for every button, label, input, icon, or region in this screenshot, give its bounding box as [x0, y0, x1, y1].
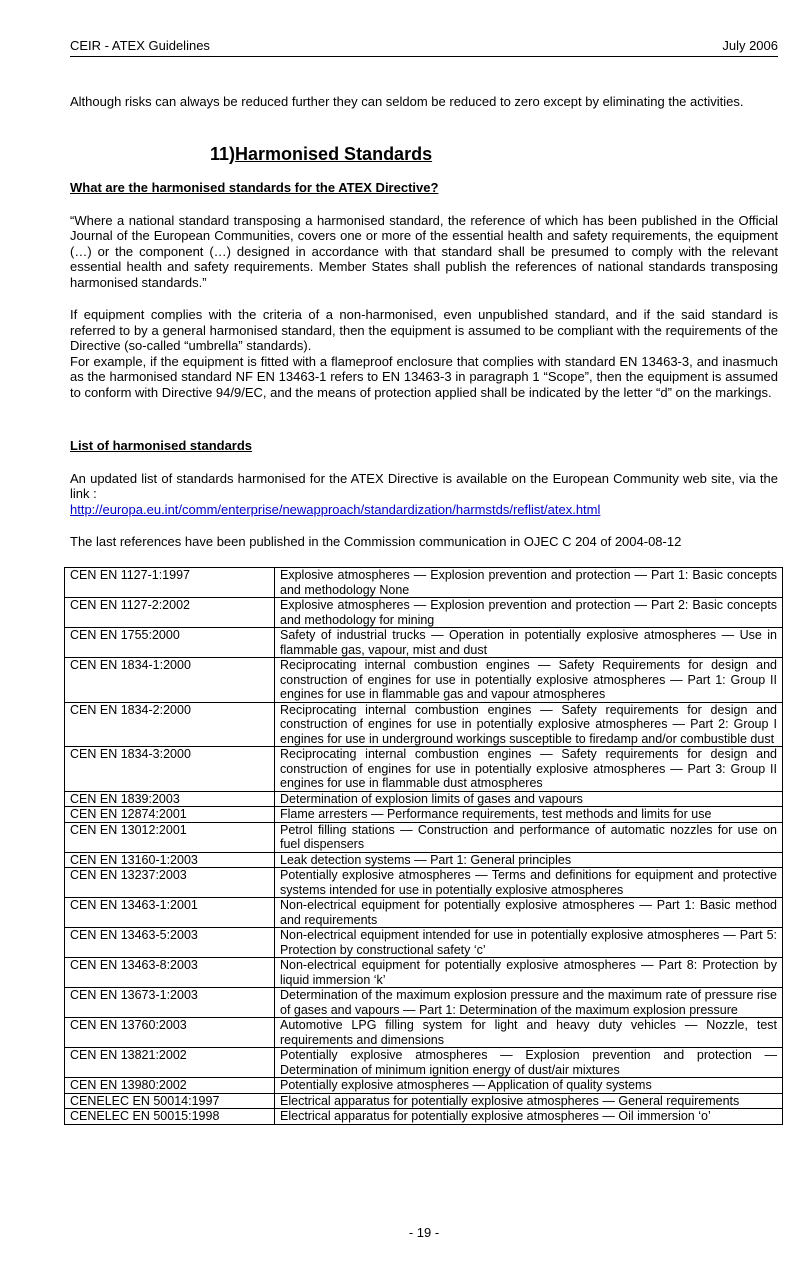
table-row [65, 791, 783, 807]
page-number: - 19 - [408, 1225, 440, 1240]
atex-list-link[interactable]: http://europa.eu.int/comm/enterprise/newapproach/standardization/harmstds/reflist/atex.html [70, 501, 601, 517]
directive-quote: “Where a national standard transposing a harmonised standard, the reference of which has been published in the Official Journal of the European Communities, covers one or more of the essential health and safety requirements, the equipment (…) or the component (…) designed in accordance with that standard shall be presumed to comply with the relevant essential health and safety requirements. Member States shall publish the references of national standards transposing harmonised standards.” [70, 212, 778, 290]
table-row [65, 628, 783, 658]
example-paragraph: For example, if the equipment is fitted with a flameproof enclosure that complies with standard EN 13463-3, and inasmuch as the harmonised standard NF EN 13463-1 refers to EN 13463-3 in paragraph 1 “Scope”, then the equipment is assumed to conform with Directive 94/9/EC, and the means of protection applied shall be indicated by the letter “d” on the markings. [70, 353, 778, 400]
page-header [70, 38, 778, 57]
standard-title: Reciprocating internal combustion engines — Safety requirements for design and construction of engines for use in potentially explosive atmospheres — Part 3: Group II engines for use in flammable dust atmospheres [275, 747, 783, 792]
last-references: The last references have been published in the Commission communication in OJEC C 204 of 2004-08-12 [70, 534, 682, 549]
table-row [65, 568, 783, 598]
page-content [70, 94, 778, 549]
table-row [65, 702, 783, 747]
standard-code: CEN EN 13463-8:2003 [65, 958, 275, 988]
q1-block [70, 180, 778, 400]
standard-code: CEN EN 13673-1:2003 [65, 988, 275, 1018]
standard-title: Non-electrical equipment for potentially explosive atmospheres — Part 1: Basic method and requirements [275, 898, 783, 928]
standard-code: CEN EN 1755:2000 [65, 628, 275, 658]
standard-code: CEN EN 13463-5:2003 [65, 928, 275, 958]
table-row [65, 852, 783, 868]
standard-code: CEN EN 1834-2:2000 [65, 702, 275, 747]
standard-code: CEN EN 13980:2002 [65, 1078, 275, 1094]
standard-title: Petrol filling stations — Construction and performance of automatic nozzles for use on fuel dispensers [275, 822, 783, 852]
table-row [65, 1018, 783, 1048]
standard-title: Electrical apparatus for potentially explosive atmospheres — Oil immersion ‘o’ [275, 1109, 783, 1125]
table-row [65, 807, 783, 823]
standard-title: Reciprocating internal combustion engines — Safety requirements for design and construction of engines for use in potentially explosive atmospheres — Part 2: Group I engines for use in underground workings susceptible to firedamp and/or combustible dust [275, 702, 783, 747]
standard-title: Potentially explosive atmospheres — Explosion prevention and protection — Determination of minimum ignition energy of dust/air mixtures [275, 1048, 783, 1078]
standard-code: CEN EN 13821:2002 [65, 1048, 275, 1078]
table-row [65, 822, 783, 852]
standard-title: Flame arresters — Performance requirements, test methods and limits for use [275, 807, 783, 823]
section-number: 11) [210, 144, 236, 164]
standard-title: Determination of the maximum explosion pressure and the maximum rate of pressure rise of gases and vapours — Part 1: Determination of the maximum explosion pressure [275, 988, 783, 1018]
table-row [65, 928, 783, 958]
standard-title: Explosive atmospheres — Explosion prevention and protection — Part 2: Basic concepts and methodology for mining [275, 598, 783, 628]
standard-code: CEN EN 13463-1:2001 [65, 898, 275, 928]
section-title [210, 144, 432, 164]
standard-title: Potentially explosive atmospheres — Terms and definitions for equipment and protective systems intended for use in potentially explosive atmospheres [275, 868, 783, 898]
table-row [65, 1109, 783, 1125]
table-row [65, 598, 783, 628]
standard-code: CEN EN 13760:2003 [65, 1018, 275, 1048]
umbrella-paragraph: If equipment complies with the criteria of a non-harmonised, even unpublished standard, and if the said standard is referred to by a general harmonised standard, then the equipment is assumed to be compliant with the requirements of the Directive (so-called “umbrella” standards). [70, 307, 778, 353]
standard-title: Non-electrical equipment for potentially explosive atmospheres — Part 8: Protection by liquid immersion ‘k’ [275, 958, 783, 988]
standard-title: Determination of explosion limits of gases and vapours [275, 791, 783, 807]
standard-title: Potentially explosive atmospheres — Application of quality systems [275, 1078, 783, 1094]
table-row [65, 1078, 783, 1094]
list-intro: An updated list of standards harmonised for the ATEX Directive is available on the European Community web site, via the link : [70, 470, 778, 501]
standard-title: Electrical apparatus for potentially explosive atmospheres — General requirements [275, 1093, 783, 1109]
standard-title: Reciprocating internal combustion engines — Safety Requirements for design and construction of engines for use in potentially explosive atmospheres — Part 1: Group II engines for use in flammable gas and vapour atmospheres [275, 658, 783, 703]
q1-heading: What are the harmonised standards for the ATEX Directive? [70, 180, 439, 195]
table-row [65, 958, 783, 988]
table-row [65, 658, 783, 703]
standard-code: CEN EN 12874:2001 [65, 807, 275, 823]
standard-code: CEN EN 1834-1:2000 [65, 658, 275, 703]
standard-code: CENELEC EN 50014:1997 [65, 1093, 275, 1109]
standard-title: Leak detection systems — Part 1: General principles [275, 852, 783, 868]
standard-code: CEN EN 1127-1:1997 [65, 568, 275, 598]
list-block [70, 438, 778, 550]
standard-title: Automotive LPG filling system for light and heavy duty vehicles — Nozzle, test requirements and dimensions [275, 1018, 783, 1048]
table-row [65, 988, 783, 1018]
standards-table [64, 567, 783, 1125]
table-row [65, 868, 783, 898]
header-date: July 2006 [722, 38, 778, 53]
table-row [65, 1048, 783, 1078]
standard-title: Non-electrical equipment intended for use in potentially explosive atmospheres — Part 5: Protection by constructional safety ‘c’ [275, 928, 783, 958]
standard-title: Safety of industrial trucks — Operation in potentially explosive atmospheres — Use in flammable gas, vapour, mist and dust [275, 628, 783, 658]
standard-code: CEN EN 13237:2003 [65, 868, 275, 898]
standard-code: CENELEC EN 50015:1998 [65, 1109, 275, 1125]
standard-code: CEN EN 13012:2001 [65, 822, 275, 852]
list-heading: List of harmonised standards [70, 438, 253, 453]
standard-title: Explosive atmospheres — Explosion prevention and protection — Part 1: Basic concepts and methodology None [275, 568, 783, 598]
header-doc-title: CEIR - ATEX Guidelines [70, 38, 210, 53]
intro-paragraph: Although risks can always be reduced further they can seldom be reduced to zero except by eliminating the activities. [70, 94, 744, 109]
standard-code: CEN EN 13160-1:2003 [65, 852, 275, 868]
table-row [65, 898, 783, 928]
section-heading: Harmonised Standards [235, 144, 433, 164]
standard-code: CEN EN 1127-2:2002 [65, 598, 275, 628]
standard-code: CEN EN 1839:2003 [65, 791, 275, 807]
standard-code: CEN EN 1834-3:2000 [65, 747, 275, 792]
table-row [65, 1093, 783, 1109]
table-row [65, 747, 783, 792]
